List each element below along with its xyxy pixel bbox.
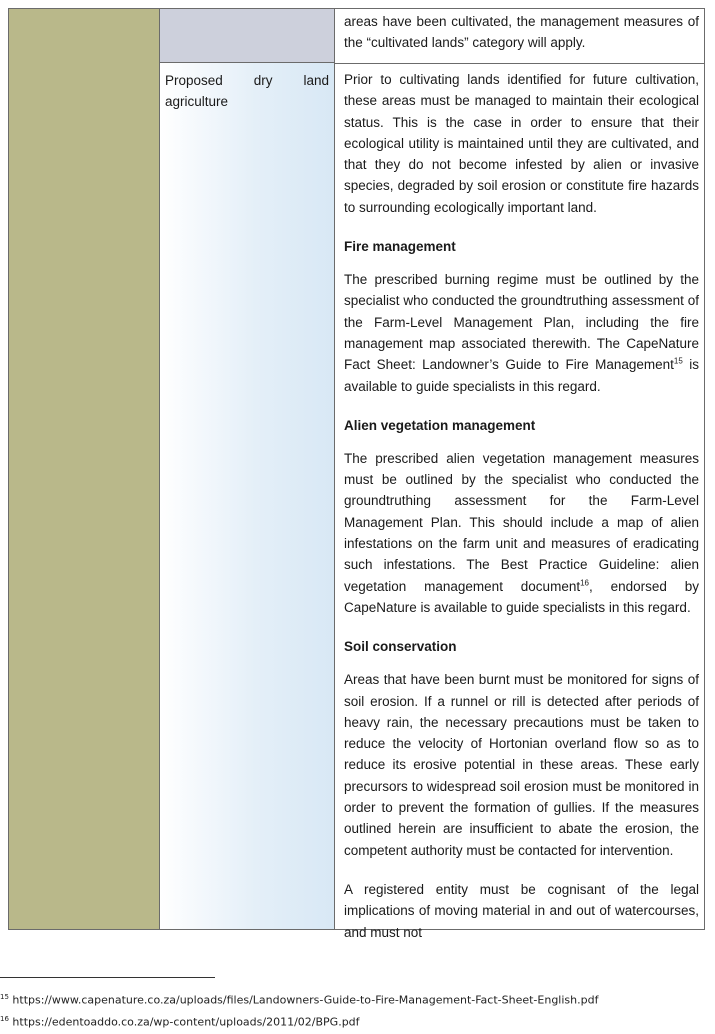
category-line-2: agriculture [165,94,229,109]
measures-content [344,69,699,961]
footnote-15: $^{15}$ https://www.capenature.co.za/uploads/files/Landowners-Guide-to-Fire-Management-Fact-Sheet-English.pdf [0,993,599,1007]
footnote-ref-15: 15 [673,356,683,366]
category-line-1: Proposed dry land [165,73,329,88]
management-table [8,8,705,940]
measures-column [335,9,704,940]
top-row-category-cell [160,9,335,63]
category-label [165,70,329,112]
footnote-16: $^{16}$ https://edentoaddo.co.za/wp-content/uploads/2011/02/BPG.pdf [0,1014,360,1029]
footnote-16-link[interactable]: https://edentoaddo.co.za/wp-content/uploads/2011/02/BPG.pdf [12,1015,360,1029]
footnotes [0,988,715,1031]
soil-conservation-paragraph: Areas that have been burnt must be monitored for signs of soil erosion. If a runnel or rill is detected after periods of heavy rain, the necessary precautions must be taken to reduce the velocity of Hortonian overland flow so as to reduce its erosive potential in these areas. These early precursors to widespread soil erosion must be monitored in order to prevent the formation of gullies. If the measures outlined herein are insufficient to abate the erosion, the competent authority must be contacted for intervention. [344,672,699,858]
registered-entity-paragraph: A registered entity must be cognisant of the legal implications of moving material in and out of watercourses, and must not [344,881,699,940]
olive-column [9,9,160,929]
footnote-15-link[interactable]: https://www.capenature.co.za/uploads/files/Landowners-Guide-to-Fire-Management-Fact-Sheet-English.pdf [12,993,599,1007]
intro-paragraph: Prior to cultivating lands identified for future cultivation, these areas must be managed to maintain their ecological status. This is the case in order to ensure that their ecological utility is maintained until they are cultivated, and that they do not become infested by alien or invasive species, degraded by soil erosion or constitute fire hazards to surrounding ecologically important land. [344,72,699,215]
alien-vegetation-heading: Alien vegetation management [344,417,536,433]
footnote-ref-16: 16 [580,578,589,588]
soil-conservation-heading: Soil conservation [344,639,457,655]
category-cell [160,63,335,929]
fire-management-heading: Fire management [344,239,456,255]
fire-management-paragraph: The prescribed burning regime must be outlined by the specialist who conducted the groundtruthing assessment of the Farm-Level Management Plan, including the fire management map associated therewith. The CapeNature Fact Sheet: Landowner’s Guide to Fire Management$^{15}$ is available to guide specialists in this regard. [344,272,699,394]
alien-vegetation-paragraph: The prescribed alien vegetation management measures must be outlined by the specialist who conducted the groundtruthing assessment for the Farm-Level Management Plan. This should include a map of alien infestations on the farm unit and measures of eradicating such infestations. The Best Practice Guideline: alien vegetation management document$^{16}$, endorsed by CapeNature is available to guide specialists in this regard. [344,450,699,615]
top-row-text: areas have been cultivated, the management measures of the “cultivated lands” category will apply. [344,14,699,50]
row-divider [335,63,704,64]
footnote-divider [0,977,215,978]
